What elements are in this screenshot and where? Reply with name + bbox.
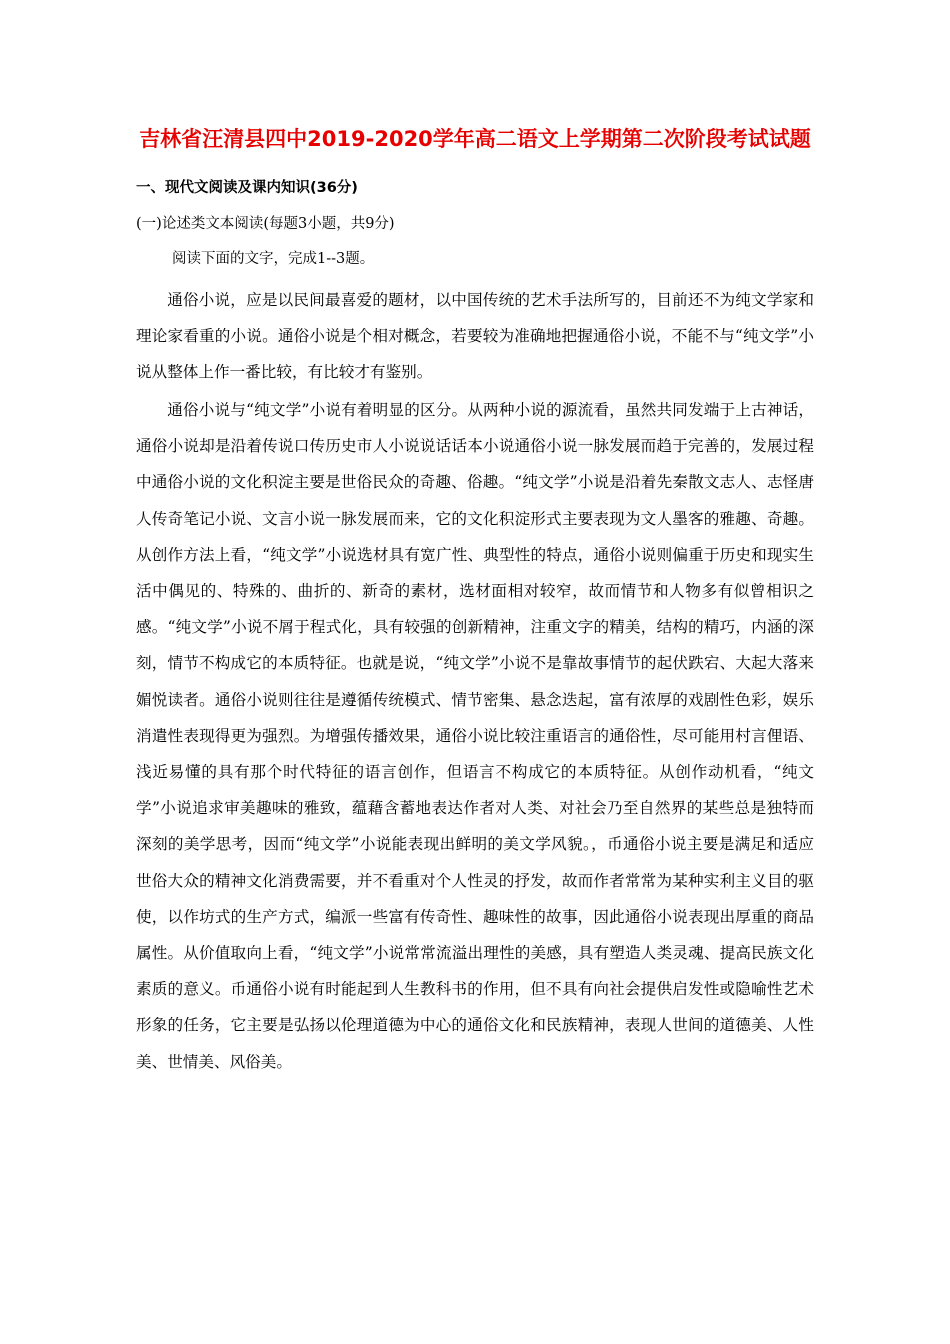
sub-heading: (一)论述类文本阅读(每题3小题，共9分): [136, 216, 395, 232]
reading-instruction: 阅读下面的文字，完成1--3题。: [172, 251, 375, 267]
body-paragraph-1: 通俗小说，应是以民间最喜爱的题材，以中国传统的艺术手法所写的，目前还不为纯文学家和理论家看重的小说。通俗小说是个相对概念，若要较为准确地把握通俗小说，不能不与“纯文学”小说从整体上作一番比较，有比较才有鉴别。: [136, 291, 814, 382]
section-heading: 一、现代文阅读及课内知识(36分): [136, 180, 358, 196]
document-title: 吉林省汪清县四中2019-2020学年高二语文上学期第二次阶段考试试题: [139, 127, 811, 151]
body-paragraph-2: 通俗小说与“纯文学”小说有着明显的区分。从两种小说的源流看，虽然共同发端于上古神话，通俗小说却是沿着传说口传历史市人小说说话话本小说通俗小说一脉发展而趋于完善的，发展过程中通俗小说的文化积淀主要是世俗民众的奇趣、俗趣。“纯文学”小说是沿着先秦散文志人、志怪唐人传奇笔记小说、文言小说一脉发展而来，它的文化积淀形式主要表现为文人墨客的雅趣、奇趣。从创作方法上看，“纯文学”小说选材具有宽广性、典型性的特点，通俗小说则偏重于历史和现实生活中偶见的、特殊的、曲折的、新奇的素材，选材面相对较窄，故而情节和人物多有似曾相识之感。“纯文学”小说不屑于程式化，具有较强的创新精神，注重文字的精美，结构的精巧，内涵的深刻，情节不构成它的本质特征。也就是说，“纯文学”小说不是靠故事情节的起伏跌宕、大起大落来媚悦读者。通俗小说则往往是遵循传统模式、情节密集、悬念迭起，富有浓厚的戏剧性色彩，娱乐消遣性表现得更为强烈。为增强传播效果，通俗小说比较注重语言的通俗性，尽可能用村言俚语、浅近易懂的具有那个时代特征的语言创作，但语言不构成它的本质特征。从创作动机看，“纯文学”小说追求审美趣味的雅致，蕴藉含蓄地表达作者对人类、对社会乃至自然界的某些总是独特而深刻的美学思考，因而“纯文学”小说能表现出鲜明的美文学风貌。，币通俗小说主要是满足和适应世俗大众的精神文化消费需要，并不看重对个人性灵的抒发，故而作者常常为某种实利主义目的驱使，以作坊式的生产方式，编派一些富有传奇性、趣味性的故事，因此通俗小说表现出厚重的商品属性。从价值取向上看，“纯文学”小说常常流溢出理性的美感，具有塑造人类灵魂、提高民族文化素质的意义。币通俗小说有时能起到人生教科书的作用，但不具有向社会提供启发性或隐喻性艺术形象的任务，它主要是弘扬以伦理道德为中心的通俗文化和民族精神，表现人世间的道德美、人性美、世情美、风俗美。: [136, 401, 814, 1071]
